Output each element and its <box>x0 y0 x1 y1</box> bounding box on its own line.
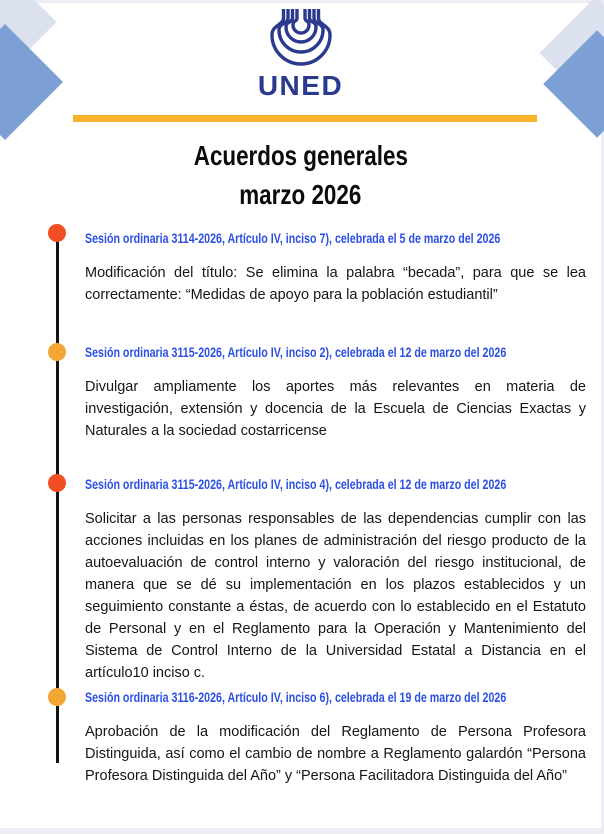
timeline-dot <box>48 474 66 492</box>
accent-divider <box>73 115 537 122</box>
session-header-text: Sesión ordinaria 3116-2026, Artículo IV, inciso 6), celebrada el 19 de marzo del 2026 <box>85 690 507 705</box>
title-line-2: marzo 2026 <box>239 179 362 210</box>
timeline-dot <box>48 343 66 361</box>
section-3 <box>85 476 586 684</box>
session-header <box>85 344 586 361</box>
timeline-dot <box>48 688 66 706</box>
section-4 <box>85 689 586 787</box>
session-header-text: Sesión ordinaria 3114-2026, Artículo IV, inciso 7), celebrada el 5 de marzo del 2026 <box>85 231 501 246</box>
session-body: Solicitar a las personas responsables de las dependencias cumplir con las acciones incluidas en los planes de administración del riesgo producto de la autoevaluación de control interno y valoración del riesgo institucional, de manera que se dé su implementación en los plazos establecidos y un seguimiento constante a éstas, de acuerdo con lo establecido en el Estatuto de Personal y en el Reglamento para la Operación y Mantenimiento del Sistema de Control Interno de la Universidad Estatal a Distancia en el artículo10 inciso c. <box>85 511 586 681</box>
top-edge-strip <box>0 0 604 3</box>
page-title <box>0 136 601 214</box>
session-header <box>85 476 586 493</box>
session-header-text: Sesión ordinaria 3115-2026, Artículo IV, inciso 2), celebrada el 12 de marzo del 2026 <box>85 345 507 360</box>
bottom-edge-strip <box>0 828 604 834</box>
title-line-1: Acuerdos generales <box>193 140 408 171</box>
uned-logo <box>0 8 601 102</box>
section-1 <box>85 230 586 306</box>
session-body: Aprobación de la modificación del Reglamento de Persona Profesora Distinguida, así como el cambio de nombre a Reglamento galardón “Persona Profesora Distinguida del Año” y “Persona Facilitadora Distinguida del Año” <box>85 724 586 784</box>
section-2 <box>85 344 586 442</box>
session-body: Modificación del título: Se elimina la palabra “becada”, para que se lea correctamente: “Medidas de apoyo para la población estudiantil” <box>85 265 586 303</box>
session-header <box>85 230 586 247</box>
session-body: Divulgar ampliamente los aportes más relevantes en materia de investigación, extensión y docencia de la Escuela de Ciencias Exactas y Naturales a la sociedad costarricense <box>85 379 586 439</box>
uned-emblem-icon <box>269 8 333 66</box>
session-header <box>85 689 586 706</box>
uned-wordmark: UNED <box>257 70 344 101</box>
timeline-dot <box>48 224 66 242</box>
session-header-text: Sesión ordinaria 3115-2026, Artículo IV, inciso 4), celebrada el 12 de marzo del 2026 <box>85 477 507 492</box>
timeline-line <box>56 233 59 763</box>
